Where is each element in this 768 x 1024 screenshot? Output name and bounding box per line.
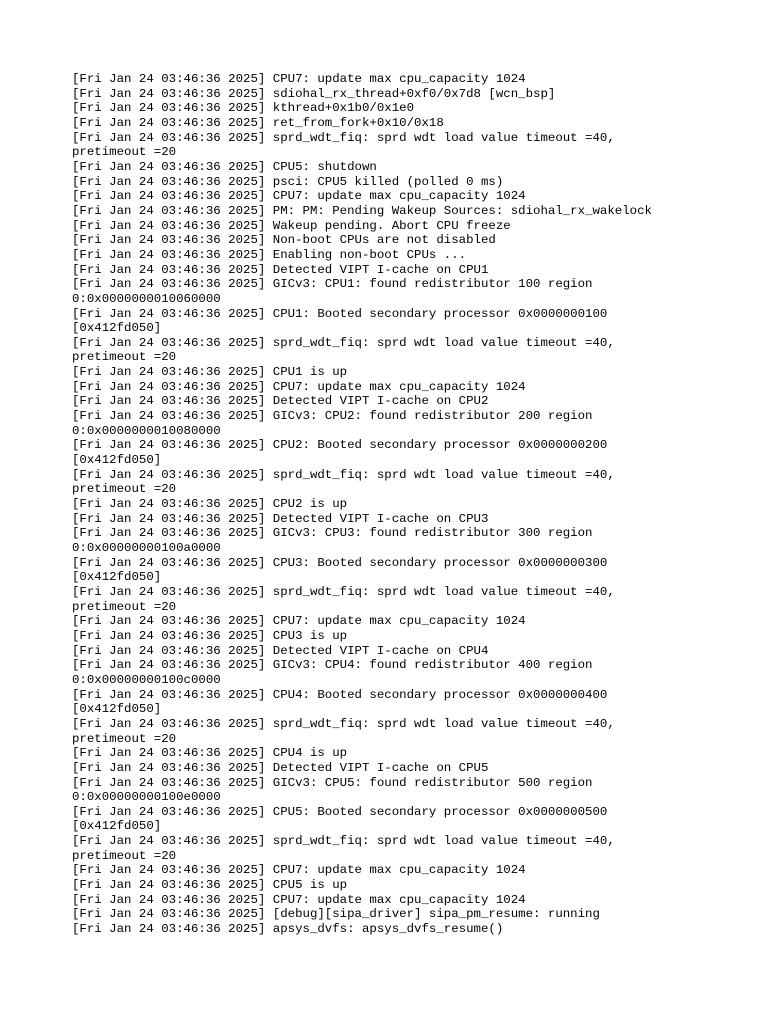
log-line: [Fri Jan 24 03:46:36 2025] [debug][sipa_driver] sipa_pm_resume: running <box>72 907 600 922</box>
log-line: [Fri Jan 24 03:46:36 2025] GICv3: CPU4: found redistributor 400 region 0:0x00000000100c0000 <box>72 658 593 687</box>
log-line: [Fri Jan 24 03:46:36 2025] CPU7: update max cpu_capacity 1024 <box>72 189 526 204</box>
log-line: [Fri Jan 24 03:46:36 2025] GICv3: CPU2: found redistributor 200 region 0:0x0000000010080000 <box>72 409 593 438</box>
log-line: [Fri Jan 24 03:46:36 2025] apsys_dvfs: apsys_dvfs_resume() <box>72 922 504 937</box>
log-line: [Fri Jan 24 03:46:36 2025] CPU2: Booted secondary processor 0x0000000200 [0x412fd050] <box>72 438 608 468</box>
log-line: [Fri Jan 24 03:46:36 2025] CPU2 is up <box>72 497 348 512</box>
log-line: [Fri Jan 24 03:46:36 2025] CPU4 is up <box>72 746 348 761</box>
log-line: [Fri Jan 24 03:46:36 2025] Wakeup pending. Abort CPU freeze <box>72 218 511 233</box>
log-line: [Fri Jan 24 03:46:36 2025] Detected VIPT I-cache on CPU3 <box>72 511 489 526</box>
log-line: [Fri Jan 24 03:46:36 2025] CPU4: Booted secondary processor 0x0000000400 [0x412fd050] <box>72 687 608 717</box>
log-line: [Fri Jan 24 03:46:36 2025] CPU7: update max cpu_capacity 1024 <box>72 892 526 907</box>
log-line: [Fri Jan 24 03:46:36 2025] sprd_wdt_fiq: sprd wdt load value timeout =40, pretimeout =20 <box>72 584 615 614</box>
log-line: [Fri Jan 24 03:46:36 2025] ret_from_fork+0x10/0x18 <box>72 115 444 130</box>
log-line: [Fri Jan 24 03:46:36 2025] sprd_wdt_fiq: sprd wdt load value timeout =40, pretimeout =20 <box>72 130 615 160</box>
log-line: [Fri Jan 24 03:46:36 2025] CPU5: Booted secondary processor 0x0000000500 [0x412fd050] <box>72 804 608 834</box>
log-line: [Fri Jan 24 03:46:36 2025] sdiohal_rx_thread+0xf0/0x7d8 [wcn_bsp] <box>72 86 556 101</box>
log-line: [Fri Jan 24 03:46:36 2025] CPU1: Booted secondary processor 0x0000000100 [0x412fd050] <box>72 306 608 336</box>
log-line: [Fri Jan 24 03:46:36 2025] GICv3: CPU3: found redistributor 300 region 0:0x00000000100a0000 <box>72 526 593 555</box>
log-line: [Fri Jan 24 03:46:36 2025] CPU7: update max cpu_capacity 1024 <box>72 72 526 86</box>
log-line: [Fri Jan 24 03:46:36 2025] psci: CPU5 killed (polled 0 ms) <box>72 174 504 189</box>
log-line: [Fri Jan 24 03:46:36 2025] CPU5: shutdown <box>72 159 377 174</box>
log-line: [Fri Jan 24 03:46:36 2025] Detected VIPT I-cache on CPU4 <box>72 643 489 658</box>
log-line: [Fri Jan 24 03:46:36 2025] Detected VIPT I-cache on CPU2 <box>72 394 489 409</box>
log-line: [Fri Jan 24 03:46:36 2025] CPU5 is up <box>72 878 348 893</box>
log-line: [Fri Jan 24 03:46:36 2025] GICv3: CPU1: found redistributor 100 region 0:0x0000000010060000 <box>72 277 593 306</box>
log-line: [Fri Jan 24 03:46:36 2025] CPU7: update max cpu_capacity 1024 <box>72 863 526 878</box>
log-line: [Fri Jan 24 03:46:36 2025] sprd_wdt_fiq: sprd wdt load value timeout =40, pretimeout =20 <box>72 335 615 365</box>
log-line: [Fri Jan 24 03:46:36 2025] CPU1 is up <box>72 365 348 380</box>
log-line: [Fri Jan 24 03:46:36 2025] CPU7: update max cpu_capacity 1024 <box>72 614 526 629</box>
log-line: [Fri Jan 24 03:46:36 2025] GICv3: CPU5: found redistributor 500 region 0:0x00000000100e0000 <box>72 775 593 805</box>
log-line: [Fri Jan 24 03:46:36 2025] CPU7: update max cpu_capacity 1024 <box>72 379 526 394</box>
log-line: [Fri Jan 24 03:46:36 2025] kthread+0x1b0/0x1e0 <box>72 101 415 116</box>
kernel-log <box>72 72 712 937</box>
log-line: [Fri Jan 24 03:46:36 2025] Detected VIPT I-cache on CPU5 <box>72 760 489 775</box>
log-line: [Fri Jan 24 03:46:36 2025] CPU3: Booted secondary processor 0x0000000300 [0x412fd050] <box>72 555 608 585</box>
log-line: [Fri Jan 24 03:46:36 2025] sprd_wdt_fiq: sprd wdt load value timeout =40, pretimeout =20 <box>72 834 615 863</box>
log-line: [Fri Jan 24 03:46:36 2025] PM: PM: Pending Wakeup Sources: sdiohal_rx_wakelock <box>72 203 652 218</box>
log-line: [Fri Jan 24 03:46:36 2025] CPU3 is up <box>72 628 348 643</box>
log-line: [Fri Jan 24 03:46:36 2025] Enabling non-boot CPUs ... <box>72 247 467 262</box>
log-line: [Fri Jan 24 03:46:36 2025] Detected VIPT I-cache on CPU1 <box>72 262 489 277</box>
log-line: [Fri Jan 24 03:46:36 2025] Non-boot CPUs are not disabled <box>72 233 496 248</box>
log-line: [Fri Jan 24 03:46:36 2025] sprd_wdt_fiq: sprd wdt load value timeout =40, pretimeout =20 <box>72 467 615 497</box>
log-line: [Fri Jan 24 03:46:36 2025] sprd_wdt_fiq: sprd wdt load value timeout =40, pretimeout =20 <box>72 716 615 746</box>
